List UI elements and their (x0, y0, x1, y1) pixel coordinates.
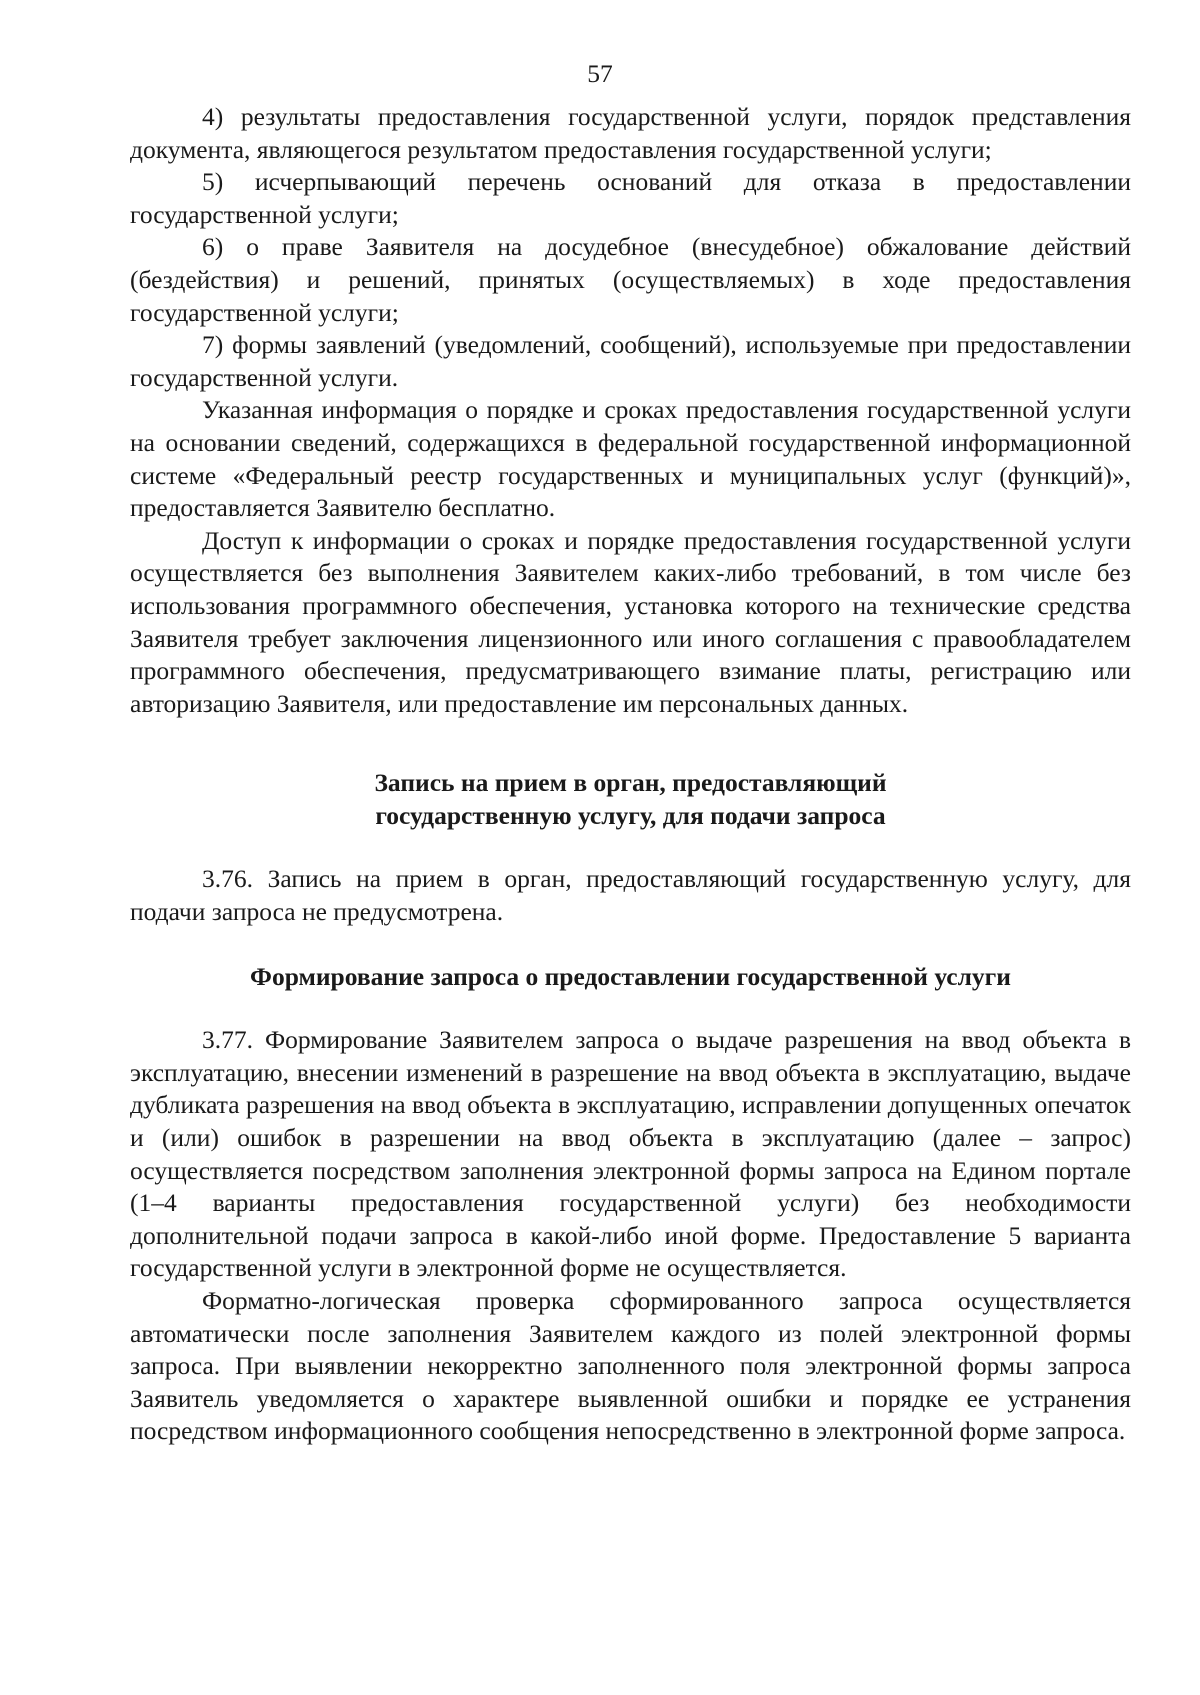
paragraph-info-access: Доступ к информации о сроках и порядке предоставления государственной услуги осуществляется без выполнения Заявителем каких-либо требований, в том числе без использования программного обеспечения, установка которого на технические средства Заявителя требует заключения лицензионного или иного соглашения с правообладателем программного обеспечения, предусматривающего взимание платы, регистрацию или авторизацию Заявителя, или предоставление им персональных данных. (130, 525, 1131, 718)
paragraph-3-77: 3.77. Формирование Заявителем запроса о выдаче разрешения на ввод объекта в эксплуатацию, внесении изменений в разрешение на ввод объекта в эксплуатацию, выдаче дубликата разрешения на ввод объекта в эксплуатацию, исправлении допущенных опечаток и (или) ошибок в разрешении на ввод объекта в эксплуатацию (далее – запрос) осуществляется посредством заполнения электронной формы запроса на Едином портале (1–4 варианты предоставления государственной услуги) без необходимости дополнительной подачи запроса в какой-либо иной форме. Предоставление 5 варианта государственной услуги в электронной форме не осуществляется. (130, 1025, 1131, 1283)
paragraph-3-76: 3.76. Запись на прием в орган, предоставляющий государственную услугу, для подачи запроса не предусмотрена. (130, 864, 1131, 927)
document-body (130, 101, 1131, 1448)
section-heading-line: государственную услугу, для подачи запроса (375, 800, 886, 830)
section-heading-line: Формирование запроса о предоставлении государственной услуги (250, 961, 1011, 991)
page-number: 57 (587, 59, 613, 88)
section-heading-line: Запись на прием в орган, предоставляющий (374, 768, 887, 798)
section-heading-request-forming (130, 961, 1131, 994)
paragraph-format-check: Форматно-логическая проверка сформированного запроса осуществляется автоматически после заполнения Заявителем каждого из полей электронной формы запроса. При выявлении некорректно заполненного поля электронной формы запроса Заявитель уведомляется о характере выявленной ошибки и порядке ее устранения посредством информационного сообщения непосредственно в электронной форме запроса. (130, 1286, 1131, 1446)
list-item-4: 4) результаты предоставления государственной услуги, порядок представления документа, являющегося результатом предоставления государственной услуги; (130, 102, 1131, 164)
list-item-7: 7) формы заявлений (уведомлений, сообщений), используемые при предоставлении государственной услуги. (130, 330, 1131, 392)
section-heading-appointment (130, 767, 1131, 832)
list-item-5: 5) исчерпывающий перечень оснований для отказа в предоставлении государственной услуги; (130, 167, 1131, 229)
list-item-6: 6) о праве Заявителя на досудебное (внесудебное) обжалование действий (бездействия) и решений, принятых (осуществляемых) в ходе предоставления государственной услуги; (130, 232, 1131, 327)
paragraph-info-free: Указанная информация о порядке и сроках предоставления государственной услуги на основании сведений, содержащихся в федеральной государственной информационной системе «Федеральный реестр государственных и муниципальных услуг (функций)», предоставляется Заявителю бесплатно. (130, 395, 1131, 523)
